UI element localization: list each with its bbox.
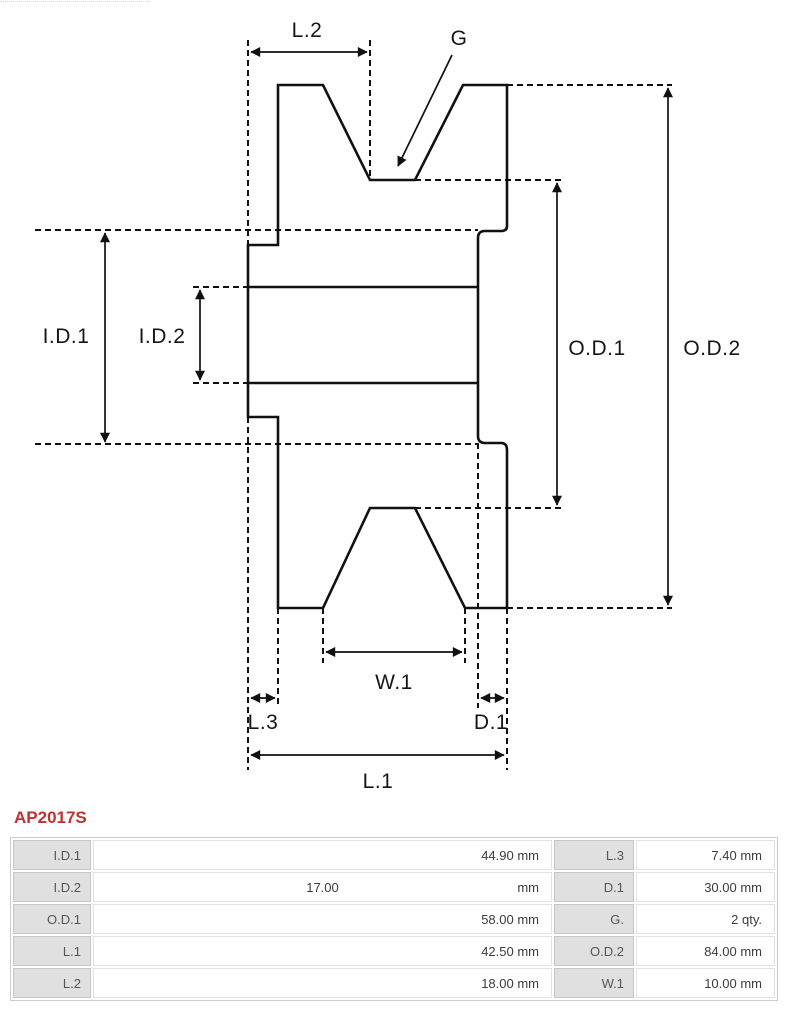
- spec-value-g: 2 qty.: [636, 904, 775, 934]
- label-d1: D.1: [473, 711, 509, 734]
- spec-label-l2: L.2: [13, 968, 91, 998]
- spec-label-d1: D.1: [554, 872, 634, 902]
- spec-label-l3: L.3: [554, 840, 634, 870]
- spec-value-id2: [93, 872, 552, 902]
- spec-value-id2-unit: mm: [517, 880, 539, 895]
- spec-value-id1: 44.90 mm: [93, 840, 552, 870]
- label-id2: I.D.2: [138, 325, 186, 348]
- spec-value-l1: 42.50 mm: [93, 936, 552, 966]
- spec-label-l1: L.1: [13, 936, 91, 966]
- label-od2: O.D.2: [683, 337, 741, 360]
- label-id1: I.D.1: [42, 325, 90, 348]
- label-w1: W.1: [375, 671, 413, 694]
- spec-value-od2: 84.00 mm: [636, 936, 775, 966]
- label-g: G: [450, 27, 468, 50]
- spec-table: [10, 837, 778, 1001]
- spec-label-id1: I.D.1: [13, 840, 91, 870]
- spec-value-d1: 30.00 mm: [636, 872, 775, 902]
- spec-value-od1: 58.00 mm: [93, 904, 552, 934]
- spec-value-w1: 10.00 mm: [636, 968, 775, 998]
- label-l1: L.1: [362, 770, 394, 793]
- spec-value-id2-number: 17.00: [306, 880, 339, 895]
- spec-label-od1: O.D.1: [13, 904, 91, 934]
- label-l3: L.3: [247, 711, 279, 734]
- label-l2: L.2: [291, 19, 323, 42]
- spec-value-l2: 18.00 mm: [93, 968, 552, 998]
- spec-label-id2: I.D.2: [13, 872, 91, 902]
- label-od1: O.D.1: [568, 337, 626, 360]
- pulley-profile: [248, 85, 507, 608]
- spec-label-od2: O.D.2: [554, 936, 634, 966]
- spec-label-w1: W.1: [554, 968, 634, 998]
- spec-value-l3: 7.40 mm: [636, 840, 775, 870]
- part-number-link[interactable]: AP2017S: [14, 808, 87, 827]
- spec-label-g: G.: [554, 904, 634, 934]
